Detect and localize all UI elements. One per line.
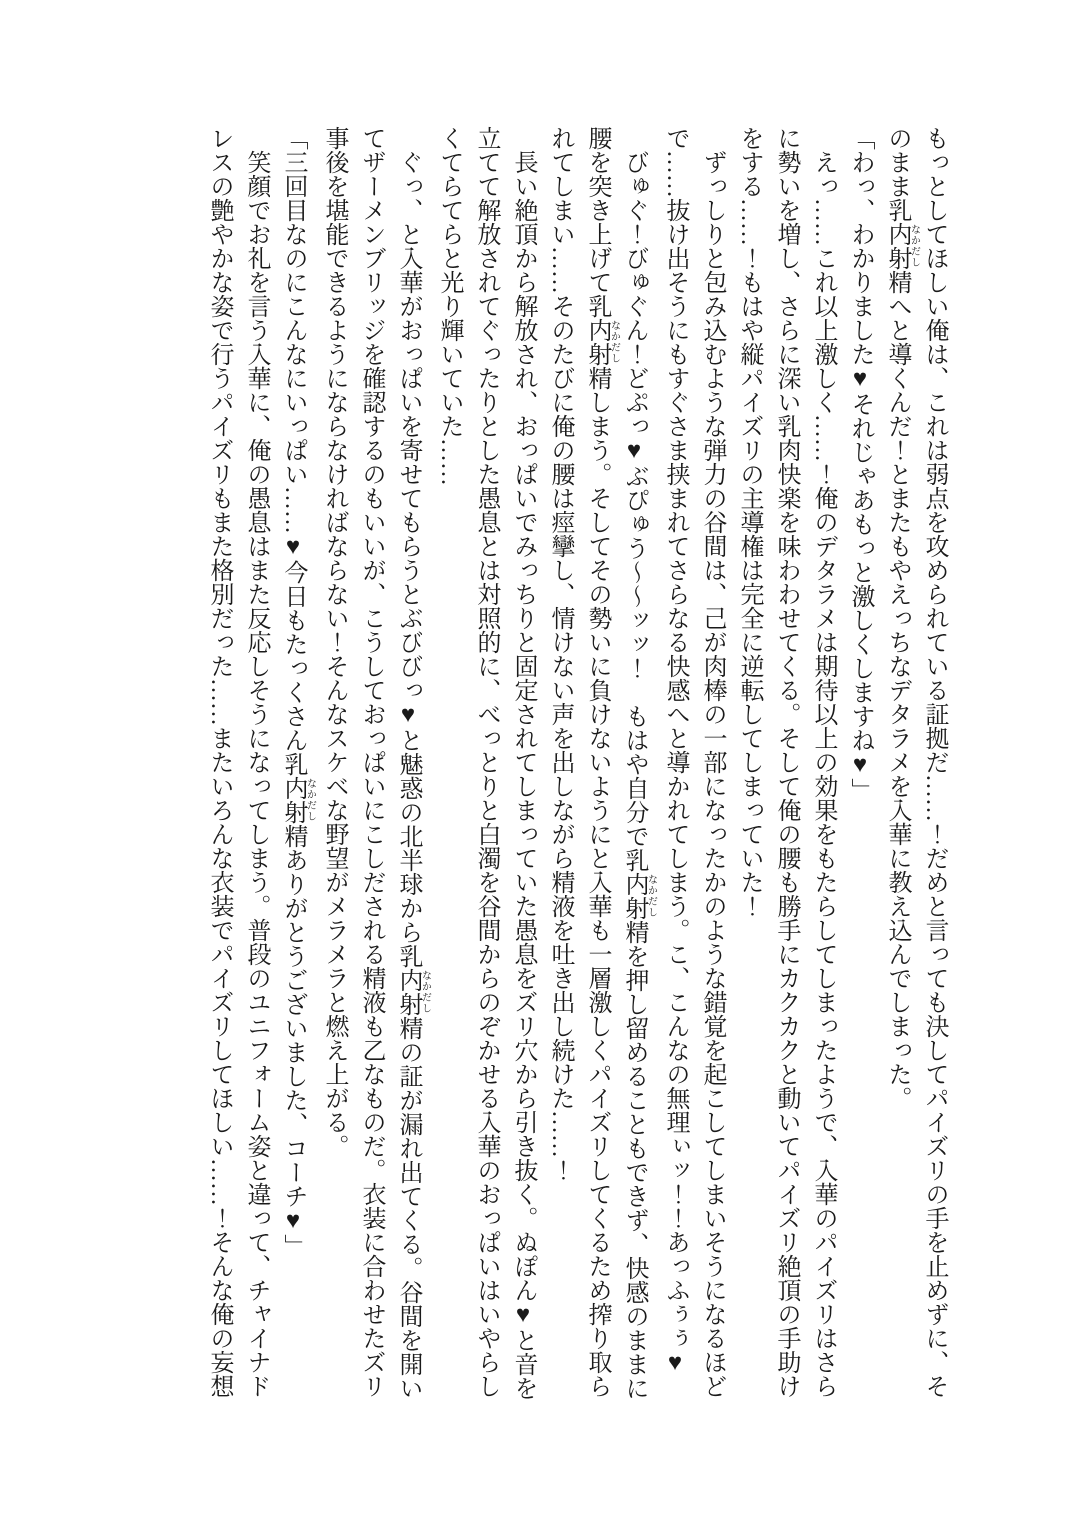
paragraph-1: もっとしてほしい俺は、これは弱点を攻められている証拠だ……！だめと言っても決してパイズリの手を止めずに、そのまま乳内射精なかだしへと導くんだ！とまたもやえっちなデタラメを入華に教え込んでしまった。 bbox=[884, 126, 947, 1398]
furigana: なかだし bbox=[304, 752, 316, 848]
paragraph-4: ずっしりと包み込むような弾力の谷間は、己が肉棒の一部になったかのような錯覚を起こしてしまいそうになるほどで……抜け出そうにもすぐさま挟まれてさらなる快感へと導かれてしまう。こ、こんなの無理ぃッ！！あっふぅぅ♥ bbox=[662, 126, 725, 1398]
paragraph-5: びゅぐ！びゅぐん！どぷっ♥ぶぴゅう～～ッッ！ もはや自分で乳内射精なかだしを押し留めることもできず、快感のままに腰を突き上げて乳内射精なかだししまう。そしてその勢いに負けないようにと入華も一層激しくパイズリしてくるため搾り取られてしまい……そのたびに俺の腰は痙攣し、情けない声を出しながら精液を吐き出し続けた……！ bbox=[547, 126, 657, 1400]
furigana: なかだし bbox=[419, 944, 431, 1040]
ruby-term: 乳内射精なかだし bbox=[584, 294, 620, 390]
paragraph-2: 「わっ、わかりました♥それじゃあもっと激しくしますね♥」 bbox=[847, 126, 873, 802]
furigana: なかだし bbox=[908, 198, 920, 294]
ruby-term: 乳内射精なかだし bbox=[621, 848, 657, 944]
furigana: なかだし bbox=[608, 294, 620, 390]
paragraph-7: ぐっ、と入華がおっぱいを寄せてもらうとぶびびっ♥と魅惑の北半球から乳内射精なかだしの証が漏れ出てくる。谷間を開いてザーメンブリッジを確認するのもいいが、こうしておっぱいにこしだされる精液も乙なものだ。衣装に合わせたズリ事後を堪能できるようにならなければならない！そんなスケベな野望がメラメラと燃え上がる。 bbox=[321, 126, 431, 1400]
text-block bbox=[200, 126, 952, 1404]
furigana: なかだし bbox=[645, 848, 657, 944]
paragraph-9: 笑顔でお礼を言う入華に、俺の愚息はまた反応しそうになってしまう。普段のユニフォーム姿と違って、チャイナドレスの艶やかな姿で行うパイズリもまた格別だった……またいろんな衣装でパイズリしてほしい……！そんな俺の妄想 bbox=[206, 126, 269, 1398]
paragraph-6: 長い絶頂から解放され、おっぱいでみっちりと固定されてしまっていた愚息をズリ穴から引き抜く。ぬぽん♥と音を立てて解放されてぐったりとした愚息とは対照的に、べっとりと白濁を谷間からのぞかせる入華のおっぱいはいやらしくてらてらと光り輝いていた…… bbox=[436, 126, 536, 1400]
paragraph-8: 「三回目なのにこんなにいっぱい……♥今日もたっくさん乳内射精なかだしありがとうございました、コーチ♥」 bbox=[280, 126, 316, 1258]
ruby-term: 乳内射精なかだし bbox=[395, 944, 431, 1040]
ruby-term: 乳内射精なかだし bbox=[280, 752, 316, 848]
ruby-term: 乳内射精なかだし bbox=[884, 198, 920, 294]
paragraph-3: えっ……これ以上激しく……！俺のデタラメは期待以上の効果をもたらしてしまったようで、入華のパイズリはさらに勢いを増し、さらに深い乳肉快楽を味わわせてくる。そして俺の腰も勝手にカクカクと動いてパイズリ絶頂の手助けをする……！もはや縦パイズリの主導権は完全に逆転してしまっていた！ bbox=[736, 126, 836, 1398]
